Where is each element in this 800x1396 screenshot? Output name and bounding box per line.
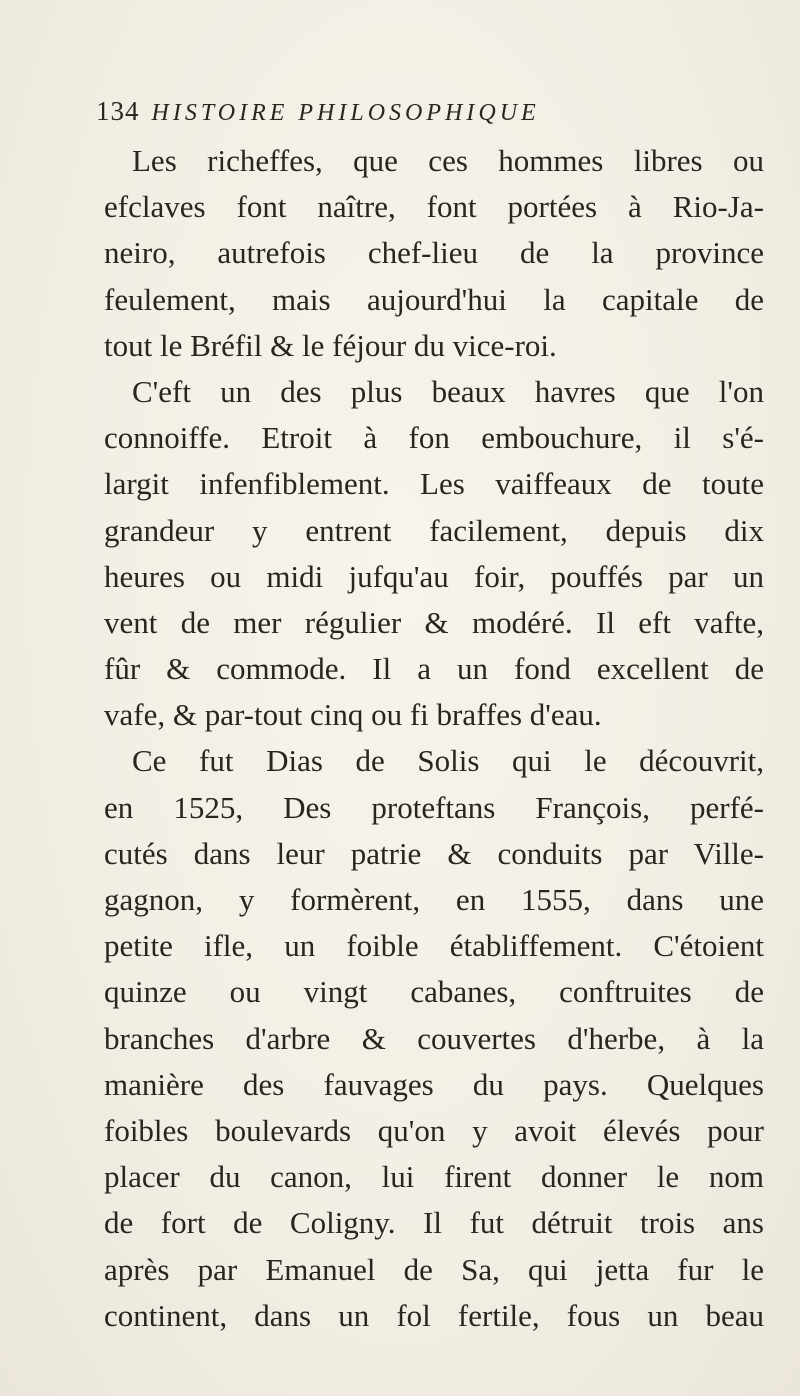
paragraph-richesses bbox=[104, 138, 764, 369]
text-line: connoiffe. Etroit à fon embouchure, il s'é- bbox=[104, 420, 764, 456]
text-line: foibles boulevards qu'on y avoit élevés pour bbox=[104, 1112, 764, 1148]
text-line: Les richeffes, que ces hommes libres ou bbox=[132, 143, 764, 178]
text-line: en 1525, Des proteftans François, perfé- bbox=[104, 789, 764, 825]
text-line: après par Emanuel de Sa, qui jetta fur le bbox=[104, 1251, 764, 1287]
text-line: placer du canon, lui firent donner le nom bbox=[104, 1159, 764, 1195]
text-line: grandeur y entrent facilement, depuis dix bbox=[104, 512, 764, 548]
text-line: vafe, & par-tout cinq ou fi braffes d'eau. bbox=[104, 697, 602, 733]
text-line: continent, dans un fol fertile, fous un beau bbox=[104, 1297, 764, 1333]
text-line: C'eft un des plus beaux havres que l'on bbox=[132, 373, 764, 409]
text-line: tout le Bréfil & le féjour du vice-roi. bbox=[104, 327, 557, 363]
text-line: gagnon, y formèrent, en 1555, dans une bbox=[104, 882, 764, 917]
text-line: Ce fut Dias de Solis qui le découvrit, bbox=[132, 743, 764, 779]
text-line: quinze ou vingt cabanes, conftruites de bbox=[104, 974, 764, 1010]
text-line: cutés dans leur patrie & conduits par Ville- bbox=[104, 835, 764, 871]
text-line: fûr & commode. Il a un fond excellent de bbox=[104, 651, 764, 687]
running-title: HISTOIRE PHILOSOPHIQUE bbox=[151, 100, 540, 126]
text-line: heures ou midi jufqu'au foir, pouffés par un bbox=[104, 558, 764, 594]
text-line: largit infenfiblement. Les vaiffeaux de toute bbox=[104, 466, 764, 502]
text-line: branches d'arbre & couvertes d'herbe, à la bbox=[104, 1020, 764, 1056]
text-line: manière des fauvages du pays. Quelques bbox=[104, 1066, 764, 1102]
text-line: vent de mer régulier & modéré. Il eft vafte, bbox=[104, 604, 764, 640]
paragraph-havre bbox=[104, 369, 764, 739]
paragraph-decouverte bbox=[104, 738, 764, 1338]
text-line: feulement, mais aujourd'hui la capitale de bbox=[104, 281, 764, 317]
text-line: neiro, autrefois chef-lieu de la province bbox=[104, 235, 764, 271]
text-line: de fort de Coligny. Il fut détruit trois ans bbox=[104, 1205, 764, 1241]
text-line: efclaves font naître, font portées à Rio-Ja- bbox=[104, 189, 764, 225]
page-number: 134 bbox=[96, 96, 140, 126]
text-line: petite ifle, un foible établiffement. C'étoient bbox=[104, 928, 764, 964]
page-header bbox=[96, 96, 736, 136]
text-body bbox=[104, 138, 764, 1339]
